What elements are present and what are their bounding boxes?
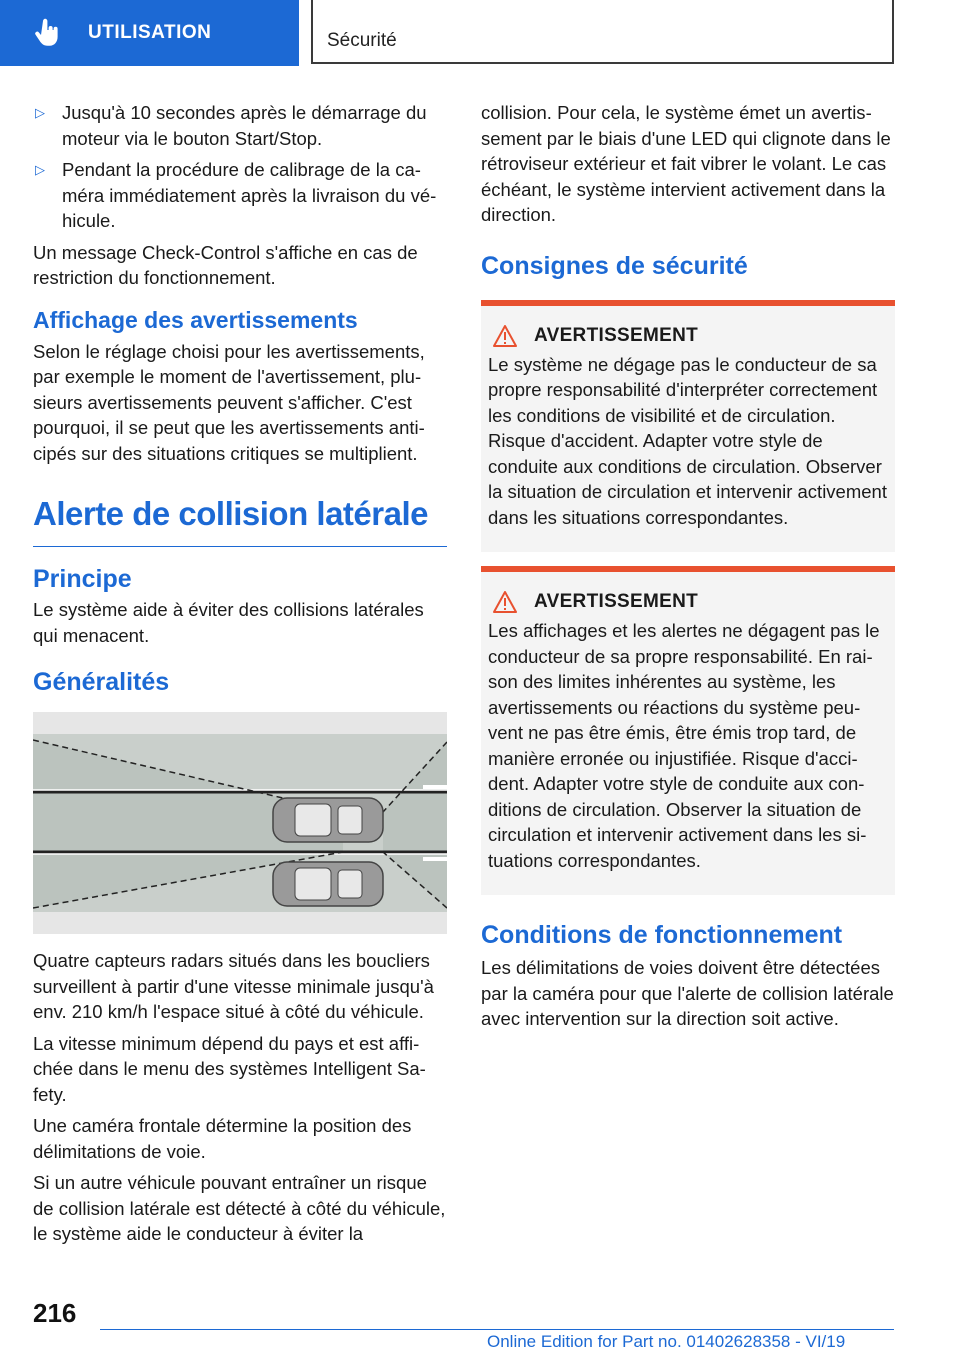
paragraph: La vitesse minimum dépend du pays et est affichée dans le menu des systèmes Intelligent Safety. [33, 1032, 426, 1105]
paragraph: Une caméra frontale détermine la position des délimitations de voie. [33, 1115, 412, 1162]
list-item [33, 100, 447, 151]
warning-header [488, 324, 888, 348]
page-header [0, 0, 960, 66]
section-tab-label: Sécurité [327, 30, 397, 51]
warning-title: AVERTISSEMENT [534, 324, 699, 346]
pointing-hand-icon [32, 18, 62, 48]
car-top-icon [273, 798, 383, 842]
section-title: Alerte de collision latérale [33, 492, 447, 547]
warning-box [481, 300, 895, 553]
list-item-text: Pendant la procédure de calibrage de la caméra immédiatement après la livraison du véhicule. [62, 159, 437, 231]
list-item-text: Jusqu'à 10 secondes après le démarrage du moteur via le bouton Start/Stop. [62, 102, 427, 149]
paragraph: Quatre capteurs radars situés dans les boucliers surveillent à partir d'une vitesse minimale jusqu'à env. 210 km/h l'espace situé à côté du véhicule. [33, 950, 434, 1022]
chapter-tab[interactable] [0, 0, 299, 66]
footer-divider [100, 1329, 894, 1330]
warning-triangle-icon [492, 324, 518, 348]
warning-text: Les affichages et les alertes ne dégagent pas le conducteur de sa propre responsabilité. En raison des limites inhérentes au système, les avertissements ou réactions du système peuvent ne pas être émis, être émis trop tard, de manière erronée ou injustifiée. Risque d'accident. Adapter votre style de conduite aux conditions de circulation. Observer la situation de circulation et intervenir activement dans les situations correspondantes. [488, 620, 880, 871]
paragraph: Selon le réglage choisi pour les avertissements, par exemple le moment de l'avertissement, plusieurs avertissements peuvent s'afficher. C'est pourquoi, il se peut que les avertissements anticipés sur des situations critiques se multiplient. [33, 340, 425, 464]
section-tab [311, 0, 894, 64]
subsection-heading: Généralités [33, 668, 170, 696]
road-illustration [33, 712, 447, 934]
triangle-bullet-icon: ▷ [35, 162, 45, 177]
warning-title: AVERTISSEMENT [534, 591, 699, 612]
subsection-heading: Principe [33, 565, 132, 593]
paragraph: collision. Pour cela, le système émet un avertissement par le biais d'une LED qui clignote dans le rétroviseur extérieur et fait vibrer le volant. Le cas échéant, le système intervient activement dans la direction. [481, 102, 891, 225]
side-collision-diagram [33, 712, 447, 934]
right-column [481, 100, 895, 1038]
paragraph: Les délimitations de voies doivent être détectées par la caméra pour que l'alerte de collision latérale avec intervention sur la direction soit active. [481, 957, 894, 1029]
edition-note: Online Edition for Part no. 01402628358 - VI/19 [487, 1332, 846, 1351]
subsection-heading: Consignes de sécurité [481, 251, 748, 280]
triangle-bullet-icon: ▷ [35, 105, 45, 120]
list-item [33, 157, 447, 234]
subsection-heading: Affichage des avertissements [33, 306, 358, 333]
warning-box [481, 566, 895, 895]
car-top-icon [273, 862, 383, 906]
warning-header [488, 590, 888, 614]
paragraph: Le système aide à éviter des collisions latérales qui menacent. [33, 599, 424, 646]
paragraph: Un message Check-Control s'affiche en cas de restriction du fonctionnement. [33, 241, 418, 288]
chapter-tab-label: UTILISATION [88, 22, 212, 43]
warning-triangle-icon [492, 590, 518, 614]
subsection-heading: Conditions de fonctionnement [481, 921, 843, 949]
paragraph: Si un autre véhicule pouvant entraîner un risque de collision latérale est détecté à côté du véhicule, le système aide le conducteur à éviter la [33, 1172, 446, 1244]
page-number: 216 [33, 1298, 77, 1328]
warning-text: Le système ne dégage pas le conducteur de sa propre responsabilité d'interpréter correctement les conditions de visibilité et de circulation. Risque d'accident. Adapter votre style de conduite aux conditions de circulation. Observer la situation de circulation et intervenir activement dans les situations correspondantes. [488, 353, 887, 528]
left-column [33, 100, 447, 1253]
